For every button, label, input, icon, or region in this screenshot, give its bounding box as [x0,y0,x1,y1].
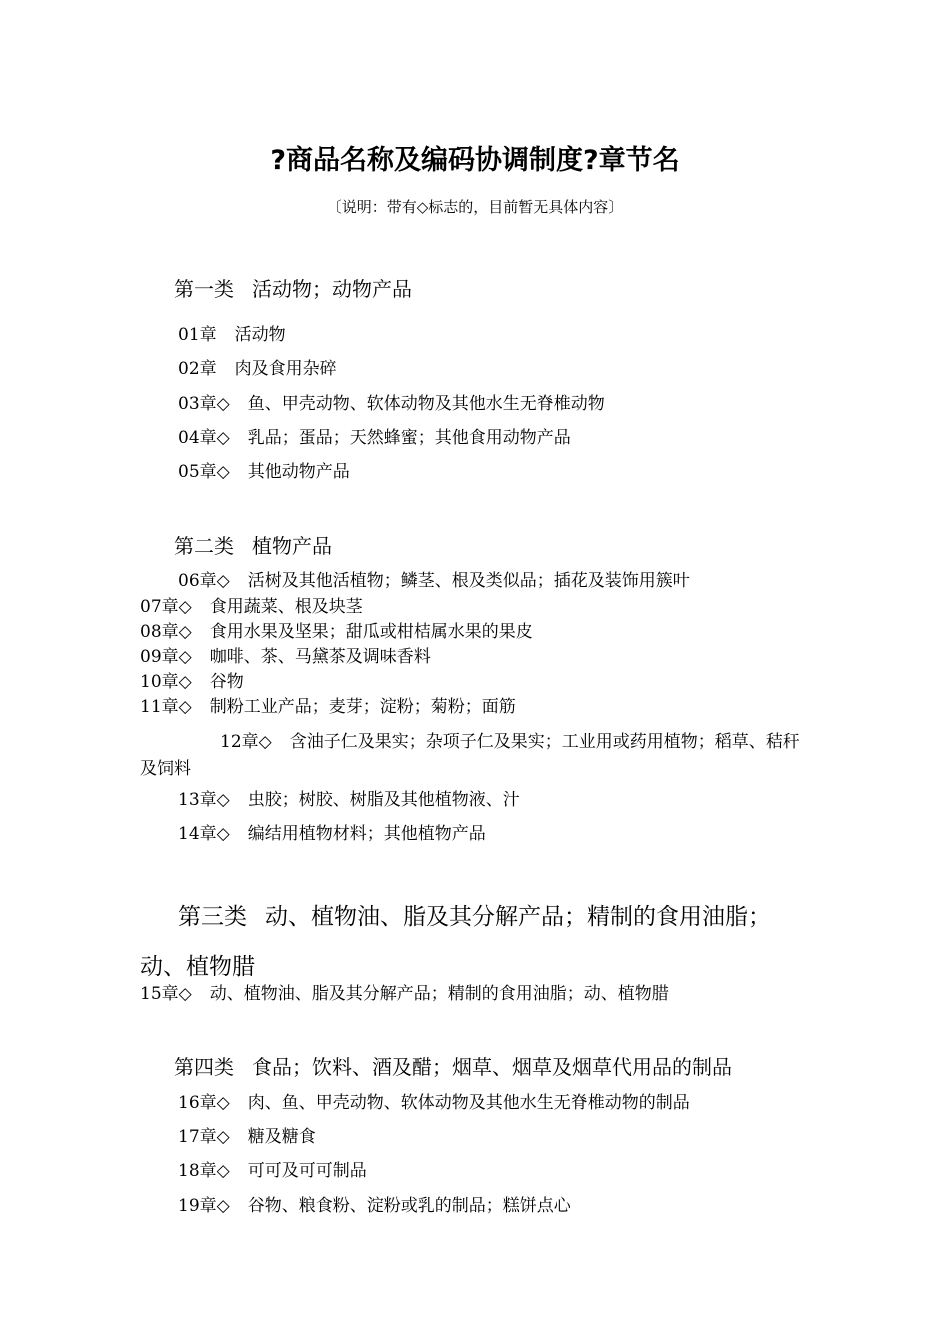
chapter-item [140,594,363,620]
chapter-name: 活动物 [234,325,286,345]
chapter-name: 谷物 [209,672,244,692]
page-note: 〔说明：带有◇标志的，目前暂无具体内容〕 [326,198,624,216]
chapter-item [178,1158,367,1184]
chapter-item [140,981,669,1007]
chapter-number: 14章◇ [178,824,230,844]
chapter-item [178,425,571,451]
chapter-number: 02章 [178,359,217,379]
chapter-item [140,669,244,695]
category-name: 食品；饮料、酒及醋；烟草、烟草及烟草代用品的制品 [252,1055,732,1079]
chapter-number: 15章◇ [140,984,192,1004]
chapter-item [140,619,533,645]
chapter-item [178,821,486,847]
chapter-item [178,568,690,594]
chapter-name: 含油子仁及果实；杂项子仁及果实；工业用或药用植物；稻草、秸秆及饲料 [140,732,800,779]
chapter-number: 05章◇ [178,462,230,482]
chapter-number: 12章◇ [220,732,272,752]
category-heading [174,1052,732,1082]
chapter-number: 09章◇ [140,647,192,667]
chapter-number: 11章◇ [140,697,192,717]
chapter-item [178,459,350,485]
chapter-name: 其他动物产品 [247,462,350,482]
chapter-name: 食用水果及坚果；甜瓜或柑桔属水果的果皮 [209,622,533,642]
chapter-number: 13章◇ [178,790,230,810]
chapter-name: 食用蔬菜、根及块茎 [209,597,363,617]
chapter-number: 19章◇ [178,1196,230,1216]
chapter-name: 活树及其他活植物；鳞茎、根及类似品；插花及装饰用簇叶 [247,571,690,591]
chapter-name: 肉、鱼、甲壳动物、软体动物及其他水生无脊椎动物的制品 [247,1093,690,1113]
chapter-name: 糖及糖食 [247,1127,316,1147]
category-heading [140,892,812,992]
chapter-item [178,1124,316,1150]
chapter-number: 18章◇ [178,1161,230,1181]
chapter-name: 肉及食用杂碎 [234,359,337,379]
chapter-item [178,787,520,813]
category-label: 第二类 [174,534,234,558]
chapter-item [178,1193,571,1219]
category-heading [174,531,332,561]
chapter-number: 03章◇ [178,394,230,414]
chapter-name: 鱼、甲壳动物、软体动物及其他水生无脊椎动物 [247,394,605,414]
chapter-item [178,1090,690,1116]
chapter-name: 编结用植物材料；其他植物产品 [247,824,486,844]
chapter-item [140,644,431,670]
category-heading [174,274,412,304]
chapter-name: 制粉工业产品；麦芽；淀粉；菊粉；面筋 [209,697,516,717]
page-title: ?商品名称及编码协调制度?章节名 [270,145,680,176]
category-name: 活动物；动物产品 [252,277,412,301]
chapter-name: 乳品；蛋品；天然蜂蜜；其他食用动物产品 [247,428,571,448]
chapter-number: 10章◇ [140,672,192,692]
chapter-name: 可可及可可制品 [247,1161,367,1181]
chapter-number: 04章◇ [178,428,230,448]
chapter-number: 06章◇ [178,571,230,591]
category-name: 动、植物油、脂及其分解产品；精制的食用油脂；动、植物腊 [140,904,771,980]
chapter-name: 咖啡、茶、马黛茶及调味香料 [209,647,431,667]
category-label: 第一类 [174,277,234,301]
chapter-name: 谷物、粮食粉、淀粉或乳的制品；糕饼点心 [247,1196,571,1216]
chapter-number: 08章◇ [140,622,192,642]
chapter-number: 01章 [178,325,217,345]
category-label: 第四类 [174,1055,234,1079]
chapter-item [178,391,605,417]
chapter-number: 17章◇ [178,1127,230,1147]
category-name: 植物产品 [252,534,332,558]
chapter-name: 虫胶；树胶、树脂及其他植物液、汁 [247,790,520,810]
chapter-item [178,322,286,348]
category-label: 第三类 [178,904,247,930]
chapter-item [140,729,812,783]
chapter-name: 动、植物油、脂及其分解产品；精制的食用油脂；动、植物腊 [209,984,669,1004]
chapter-number: 07章◇ [140,597,192,617]
chapter-item [140,694,516,720]
chapter-number: 16章◇ [178,1093,230,1113]
chapter-item [178,356,337,382]
